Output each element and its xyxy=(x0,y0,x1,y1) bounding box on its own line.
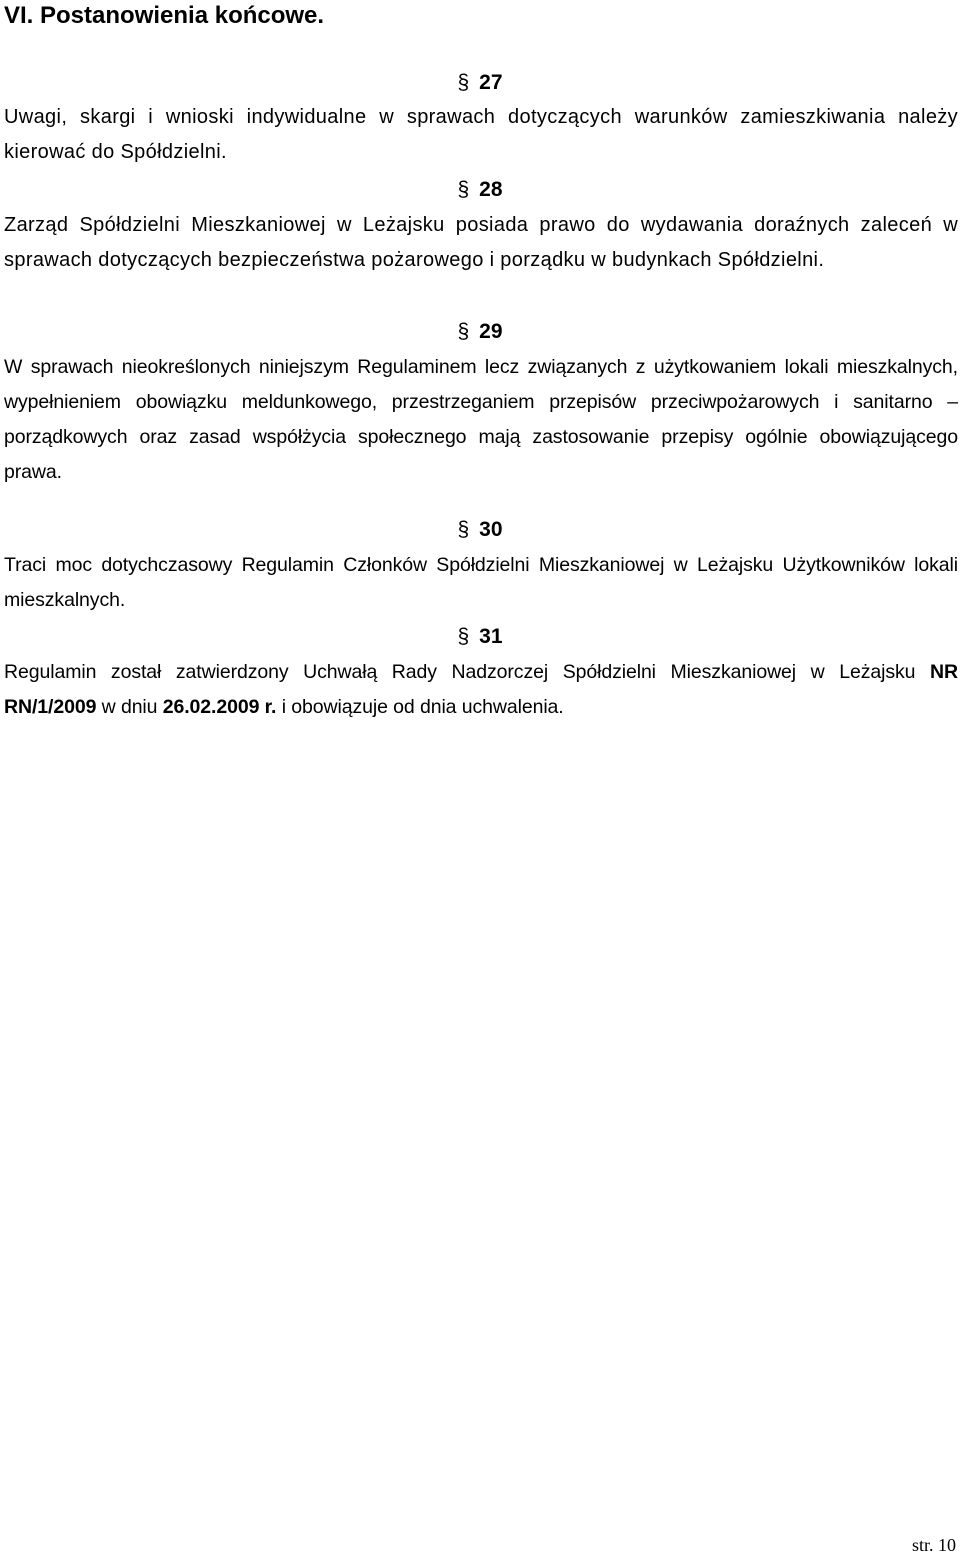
paragraph-31-text-middle: w dniu xyxy=(96,696,163,718)
paragraph-31-text xyxy=(4,655,958,725)
paragraph-number: 29 xyxy=(479,320,503,343)
paragraph-31-heading xyxy=(0,624,960,650)
section-title: VI. Postanowienia końcowe. xyxy=(4,2,325,29)
paragraph-29-text: W sprawach nieokreślonych niniejszym Regulaminem lecz związanych z użytkowaniem lokali mieszkalnych, wypełnieniem obowiązku meldunkowego, przestrzeganiem przepisów przeciwpożarowych i sanitarno – porządkowych oraz zasad współżycia społecznego mają zastosowanie przepisy ogólnie obowiązującego prawa. xyxy=(4,356,958,483)
paragraph-27-heading xyxy=(0,70,960,96)
paragraph-31-text-after: i obowiązuje od dnia uchwalenia. xyxy=(276,696,564,718)
paragraph-31-text-before: Regulamin został zatwierdzony Uchwałą Rady Nadzorczej Spółdzielni Mieszkaniowej w Leżajsku xyxy=(4,661,931,683)
paragraph-30-text: Traci moc dotychczasowy Regulamin Członków Spółdzielni Mieszkaniowej w Leżajsku Użytkowników lokali mieszkalnych. xyxy=(4,554,958,611)
paragraph-30-heading xyxy=(0,517,960,543)
paragraph-number: 28 xyxy=(479,178,503,201)
paragraph-28-text: Zarząd Spółdzielni Mieszkaniowej w Leżajsku posiada prawo do wydawania doraźnych zaleceń w sprawach dotyczących bezpieczeństwa pożarowego i porządku w budynkach Spółdzielni. xyxy=(4,214,958,271)
paragraph-number: 31 xyxy=(479,625,503,648)
paragraph-number: 27 xyxy=(479,71,503,94)
paragraph-27-text: Uwagi, skargi i wnioski indywidualne w sprawach dotyczących warunków zamieszkiwania należy kierować do Spółdzielni. xyxy=(4,106,958,163)
section-symbol: § xyxy=(457,71,470,94)
section-symbol: § xyxy=(457,625,470,648)
paragraph-number: 30 xyxy=(479,518,503,541)
paragraph-29-heading xyxy=(0,319,960,345)
section-symbol: § xyxy=(457,178,470,201)
section-symbol: § xyxy=(457,320,470,343)
paragraph-28-heading xyxy=(0,177,960,203)
resolution-number: NR RN/1/2009 xyxy=(4,661,958,718)
section-symbol: § xyxy=(457,518,470,541)
page-number: str. 10 xyxy=(911,1535,956,1555)
resolution-date: 26.02.2009 r. xyxy=(162,696,277,718)
